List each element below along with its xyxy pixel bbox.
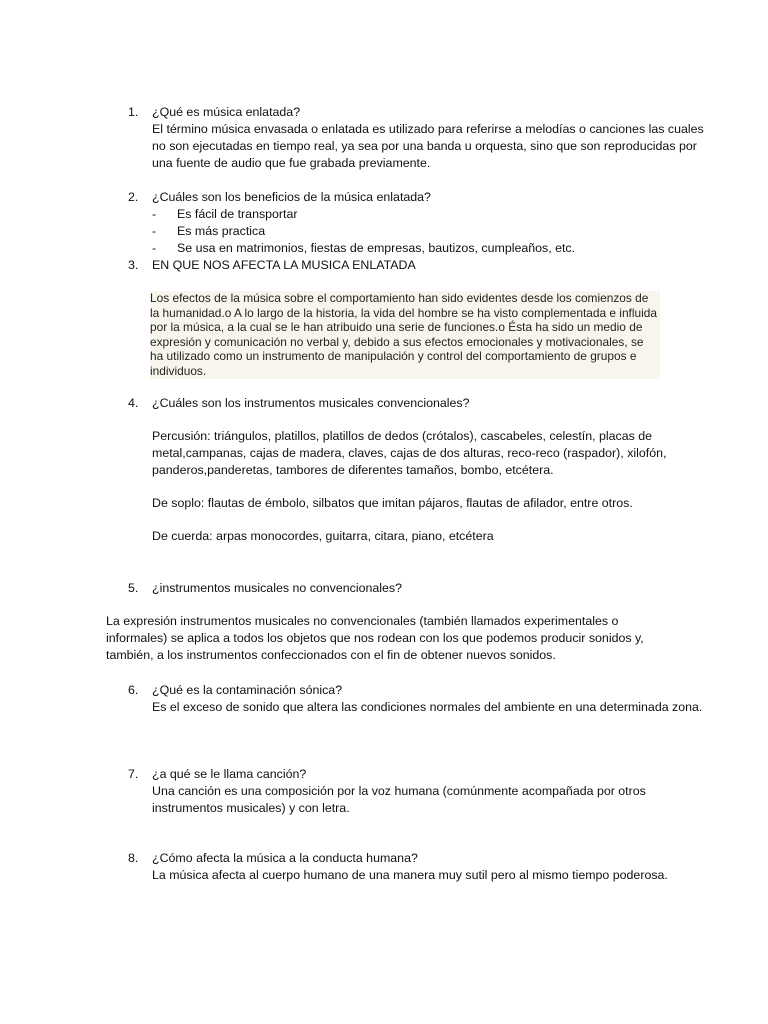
- question-number: 8.: [128, 851, 139, 865]
- question-title: EN QUE NOS AFECTA LA MUSICA ENLATADA: [152, 258, 416, 272]
- question-title: ¿Cómo afecta la música a la conducta humana?: [152, 851, 418, 865]
- question-title: ¿Cuáles son los beneficios de la música enlatada?: [152, 190, 431, 204]
- question-number: 6.: [128, 683, 139, 697]
- question-2: [128, 189, 708, 257]
- wind-paragraph: De soplo: flautas de émbolo, silbatos que imitan pájaros, flautas de afilador, entre otros.: [152, 496, 633, 510]
- list-item-text: Es fácil de transportar: [177, 207, 298, 221]
- question-number: 1.: [128, 105, 139, 119]
- bullet-dash: -: [152, 207, 157, 221]
- question-title: ¿a qué se le llama canción?: [152, 767, 307, 781]
- question-7: [128, 766, 708, 817]
- answer-text: Una canción es una composición por la voz humana (comúnmente acompañada por otros instrumentos musicales) y con letra.: [152, 784, 646, 815]
- answer-block: [152, 428, 708, 545]
- question-number: 2.: [128, 190, 139, 204]
- answer-text: La música afecta al cuerpo humano de una manera muy sutil pero al mismo tiempo poderosa.: [152, 868, 668, 882]
- question-title: ¿Qué es la contaminación sónica?: [152, 683, 343, 697]
- answer-text: La expresión instrumentos musicales no convencionales (también llamados experimentales o informales) se aplica a todos los objetos que nos rodean con los que podemos producir sonidos y, también, a los instrumentos confeccionados con el fin de obtener nuevos sonidos.: [106, 614, 644, 662]
- list-item: [152, 206, 708, 223]
- list-item-text: Es más practica: [177, 224, 266, 238]
- question-8: [128, 850, 708, 884]
- benefits-list: [152, 206, 708, 257]
- question-title: ¿Cuáles son los instrumentos musicales convencionales?: [152, 396, 470, 410]
- quoted-excerpt: Los efectos de la música sobre el comportamiento han sido evidentes desde los comienzos de la humanidad.o A lo largo de la historia, la vida del hombre se ha visto complementada e influida por la música, a la cual se le han atribuido una serie de funciones.o Ésta ha sido un medio de expresión y comunicación no verbal y, debido a sus efectos emocionales y motivacionales, se ha utilizado como un instrumento de manipulación y control del comportamiento de grupos e individuos.: [150, 291, 660, 379]
- string-paragraph: De cuerda: arpas monocordes, guitarra, citara, piano, etcétera: [152, 529, 494, 543]
- list-item: [152, 223, 708, 240]
- list-item-text: Se usa en matrimonios, fiestas de empresas, bautizos, cumpleaños, etc.: [177, 241, 576, 255]
- question-number: 3.: [128, 258, 139, 272]
- question-1: [128, 104, 708, 172]
- answer-text: Es el exceso de sonido que altera las condiciones normales del ambiente en una determinada zona.: [152, 700, 703, 714]
- question-number: 4.: [128, 396, 139, 410]
- answer-text: El término música envasada o enlatada es utilizado para referirse a melodías o canciones las cuales no son ejecutadas en tiempo real, ya sea por una banda u orquesta, sino que son reproducidas por una fuente de audio que fue grabada previamente.: [152, 122, 704, 170]
- question-3: [128, 257, 708, 274]
- question-number: 5.: [128, 581, 139, 595]
- question-title: ¿Qué es música enlatada?: [152, 105, 301, 119]
- percussion-paragraph: Percusión: triángulos, platillos, platillos de dedos (crótalos), cascabeles, celestín, placas de metal,campanas, cajas de madera, claves, cajas de dos alturas, reco-reco (raspador), xilofón, panderos,panderetas, tambores de diferentes tamaños, bombo, etcétera.: [152, 429, 667, 477]
- question-4: [128, 395, 708, 545]
- question-6: [128, 682, 708, 716]
- question-number: 7.: [128, 767, 139, 781]
- bullet-dash: -: [152, 224, 157, 238]
- question-title: ¿instrumentos musicales no convencionales?: [152, 581, 403, 595]
- list-item: [152, 240, 708, 257]
- question-5: [128, 580, 708, 597]
- bullet-dash: -: [152, 241, 157, 255]
